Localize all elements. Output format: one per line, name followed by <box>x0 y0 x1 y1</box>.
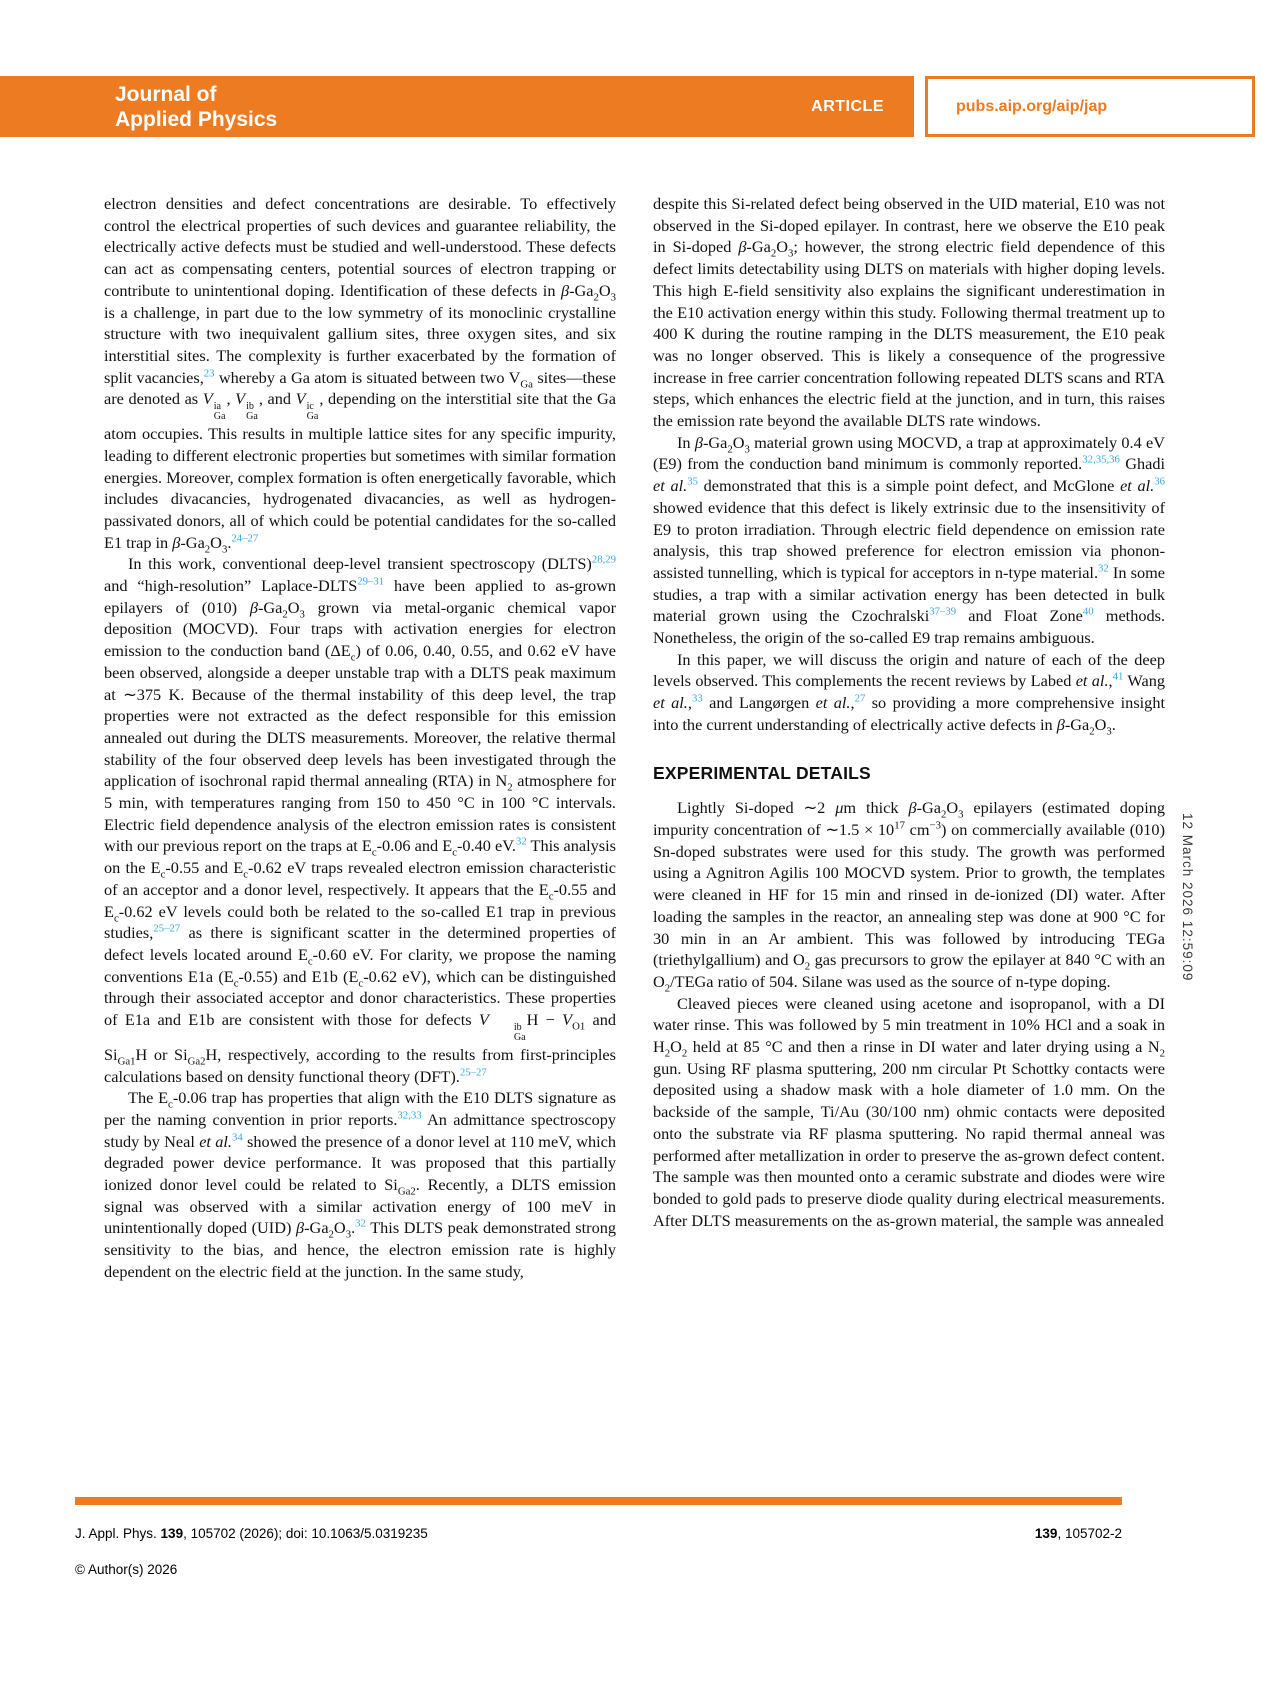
journal-url-link[interactable]: pubs.aip.org/aip/jap <box>956 97 1108 115</box>
article-type-badge: ARTICLE <box>811 97 884 115</box>
download-timestamp: 12 March 2026 12:59:09 <box>1180 813 1195 982</box>
right-column <box>653 193 1165 1283</box>
journal-masthead <box>0 76 914 137</box>
footer-citation: J. Appl. Phys. 139, 105702 (2026); doi: 10.1063/5.0319235 <box>75 1526 428 1541</box>
paragraph-left-3: The $E_c-0.06$ trap has properties that align with the E10 DLTS signature as per the naming convention in prior reports.$^{32,33}$ An admittance spectroscopy study by Neal et al.$^{34}$ showed the presence of a donor level at 110 meV, which degraded power device performance. It was proposed that this partially ionized donor level could be related to $Si_{Ga2}$. Recently, a DLTS emission signal was observed with a similar activation energy of 100 meV in unintentionally doped (UID) $\beta-Ga_2O_3.^{32}$ This DLTS peak demonstrated strong sensitivity to the bias, and hence, the electron emission rate is highly dependent on the electric field at the junction. In the same study, <box>104 1088 617 1281</box>
footer-citation-row <box>75 1526 1122 1541</box>
paragraph-right-3: In this paper, we will discuss the origin and nature of each of the deep levels observed. This complements the recent reviews by Labed et al.,$^{41}$ Wang et al.,$^{33}$ and Langørgen et al.,$^{27}$ so providing a more comprehensive insight into the current understanding of electrically active defects in $\beta-Ga_2O_3$. <box>653 649 1165 738</box>
paragraph-left-2: In this work, conventional deep-level transient spectroscopy (DLTS)$^{28,29}$ and “high-resolution” Laplace-DLTS$^{29-31}$ have been applied to as-grown epilayers of (010) $\beta-Ga_2O_3$ grown via metal-organic chemical vapor deposition (MOCVD). Four traps with activation energies for electron emission to the conduction band $(\Delta E_c)$ of 0.06, 0.40, 0.55, and 0.62 eV have been observed, alongside a deeper unstable trap with a DLTS peak maximum at ∼375 K. Because of the thermal instability of this deep level, the trap properties were not extracted as the defect responsible for this emission annealed out during the DLTS measurements. Moreover, the relative thermal stability of the four observed deep levels has been investigated through the application of isochronal rapid thermal annealing (RTA) in $N_2$ atmosphere for 5 min, with temperatures ranging from 150 to 450 °C in 100 °C intervals. Electric field dependence analysis of the electron emission rates is consistent with our previous report on the traps at $E_c-0.06$ and $E_c-0.40$ eV.$^{32}$ This analysis on the $E_c-0.55$ and $E_c-0.62$ eV traps revealed electron emission characteristic of an acceptor and a donor level, respectively. It appears that the $E_c-0.55$ and $E_c-0.62$ eV levels could both be related to the so-called E1 trap in previous studies,$^{25-27}$ as there is significant scatter in the determined properties of defect levels located around $E_c-0.60$ eV. For clarity, we propose the naming conventions E1a $(E_c-0.55)$ and E1b ($E_c-0.62$ eV), which can be distinguished through their associated acceptor and donor characteristics. These properties of E1a and E1b are consistent with those for defects V ib Ga $H - V_{O1}$ and $Si_{Ga1}H$ or $Si_{Ga2}H$, respectively, according to the results from first-principles calculations based on density functional theory (DFT).$^{25-27}$ <box>104 553 617 1086</box>
paragraph-right-2: In $\beta-Ga_2O_3$ material grown using MOCVD, a trap at approximately 0.4 eV (E9) from the conduction band minimum is commonly reported.$^{32,35,36}$ Ghadi et al.$^{35}$ demonstrated that this is a simple point defect, and McGlone et al.$^{36}$ showed evidence that this defect is likely extrinsic due to the insensitivity of E9 to proton irradiation. Through electric field dependence on emission rate analysis, this trap showed preference for electron emission via phonon-assisted tunnelling, which is typical for acceptors in n-type material.$^{32}$ In some studies, a trap with a similar activation energy has been detected in bulk material grown using the Czochralski$^{37-39}$ and Float Zone$^{40}$ methods. Nonetheless, the origin of the so-called E9 trap remains ambiguous. <box>653 432 1166 648</box>
article-body <box>104 193 1165 1283</box>
left-column <box>104 193 616 1283</box>
paragraph-right-5: Cleaved pieces were cleaned using acetone and isopropanol, with a DI water rinse. This was followed by 5 min treatment in 10% HCl and a soak in $H_2O_2$ held at 85 °C and then a rinse in DI water and later drying using a $N_2$ gun. Using RF plasma sputtering, 200 nm circular Pt Schottky contacts were deposited using a shadow mask with a hole diameter of 1.0 mm. On the backside of the sample, Ti/Au (30/100 nm) ohmic contacts were deposited onto the substrate via RF plasma sputtering. No rapid thermal anneal was performed after metallization in order to preserve the as-grown defect content. The sample was then mounted onto a ceramic substrate and diodes were wire bonded to gold pads to preserve diode quality during electrical measurements. After DLTS measurements on the as-grown material, the sample was annealed <box>653 993 1165 1230</box>
section-heading-experimental-details: EXPERIMENTAL DETAILS <box>653 762 871 783</box>
footer-divider-rule <box>75 1497 1122 1505</box>
footer-copyright: © Author(s) 2026 <box>75 1562 178 1577</box>
paragraph-right-4: Lightly Si-doped ∼2 μm thick $\beta-Ga_2O_3$ epilayers (estimated doping impurity concentration of ∼1.5 × $10^{17}$ $cm^{-3}$) on commercially available (010) Sn-doped substrates were used for this study. The growth was performed using a Agnitron Agilis 100 MOCVD system. Prior to growth, the templates were cleaned in HF for 15 min and rinsed in de-ionized (DI) water. After loading the samples in the reactor, an annealing step was done at 900 °C for 30 min in an Ar ambient. This was followed by introducing TEGa (triethylgallium) and $O_2$ gas precursors to grow the epilayer at 840 °C with an $O_2$/TEGa ratio of 504. Silane was used as the source of n-type doping. <box>653 798 1166 995</box>
journal-url-box <box>925 76 1255 137</box>
paragraph-left-1: electron densities and defect concentrations are desirable. To effectively control the electrical properties of such devices and guarantee reliability, the electrically active defects must be studied and well-understood. These defects can act as compensating centers, potential sources of electron trapping or contribute to unintentional doping. Identification of these defects in $\beta-Ga_2O_3$ is a challenge, in part due to the low symmetry of its monoclinic crystalline structure with two inequivalent gallium sites, three oxygen sites, and six interstitial sites. The complexity is further exacerbated by the formation of split vacancies,$^{23}$ whereby a Ga atom is situated between two $V_{Ga}$ sites—these are denoted as V ia Ga , V ib Ga , and V ic Ga , depending on the interstitial site that the Ga atom occupies. This results in multiple lattice sites for any specific impurity, leading to different electronic properties but sometimes with similar formation energies. Moreover, complex formation is often energetically favorable, which includes divacancies, hydrogenated divacancies, as well as hydrogen-passivated donors, all of which could be potential candidates for the so-called E1 trap in $\beta-Ga_2O_3.^{24-27}$ <box>104 194 616 555</box>
journal-title-line1: Journal of <box>115 82 217 106</box>
journal-title <box>115 82 277 132</box>
paragraph-right-1: despite this Si-related defect being observed in the UID material, E10 was not observed in the Si-doped epilayer. In contrast, here we observe the E10 peak in Si-doped $\beta-Ga_2O_3$; however, the strong electric field dependence of this defect limits detectability using DLTS on materials with higher doping levels. This high E-field sensitivity also explains the significant underestimation in the E10 activation energy within this study. Following thermal treatment up to 400 K during the routine ramping in the DLTS measurement, the E10 peak was no longer observed. This is likely a consequence of the progressive increase in free carrier concentration following repeated DLTS scans and RTA steps, which enhances the electric field at the junction, and in turn, this raises the emission rate beyond the available DLTS rate windows. <box>653 194 1166 431</box>
footer-page-number: 139, 105702-2 <box>1034 1526 1122 1541</box>
journal-title-line2: Applied Physics <box>115 107 278 131</box>
